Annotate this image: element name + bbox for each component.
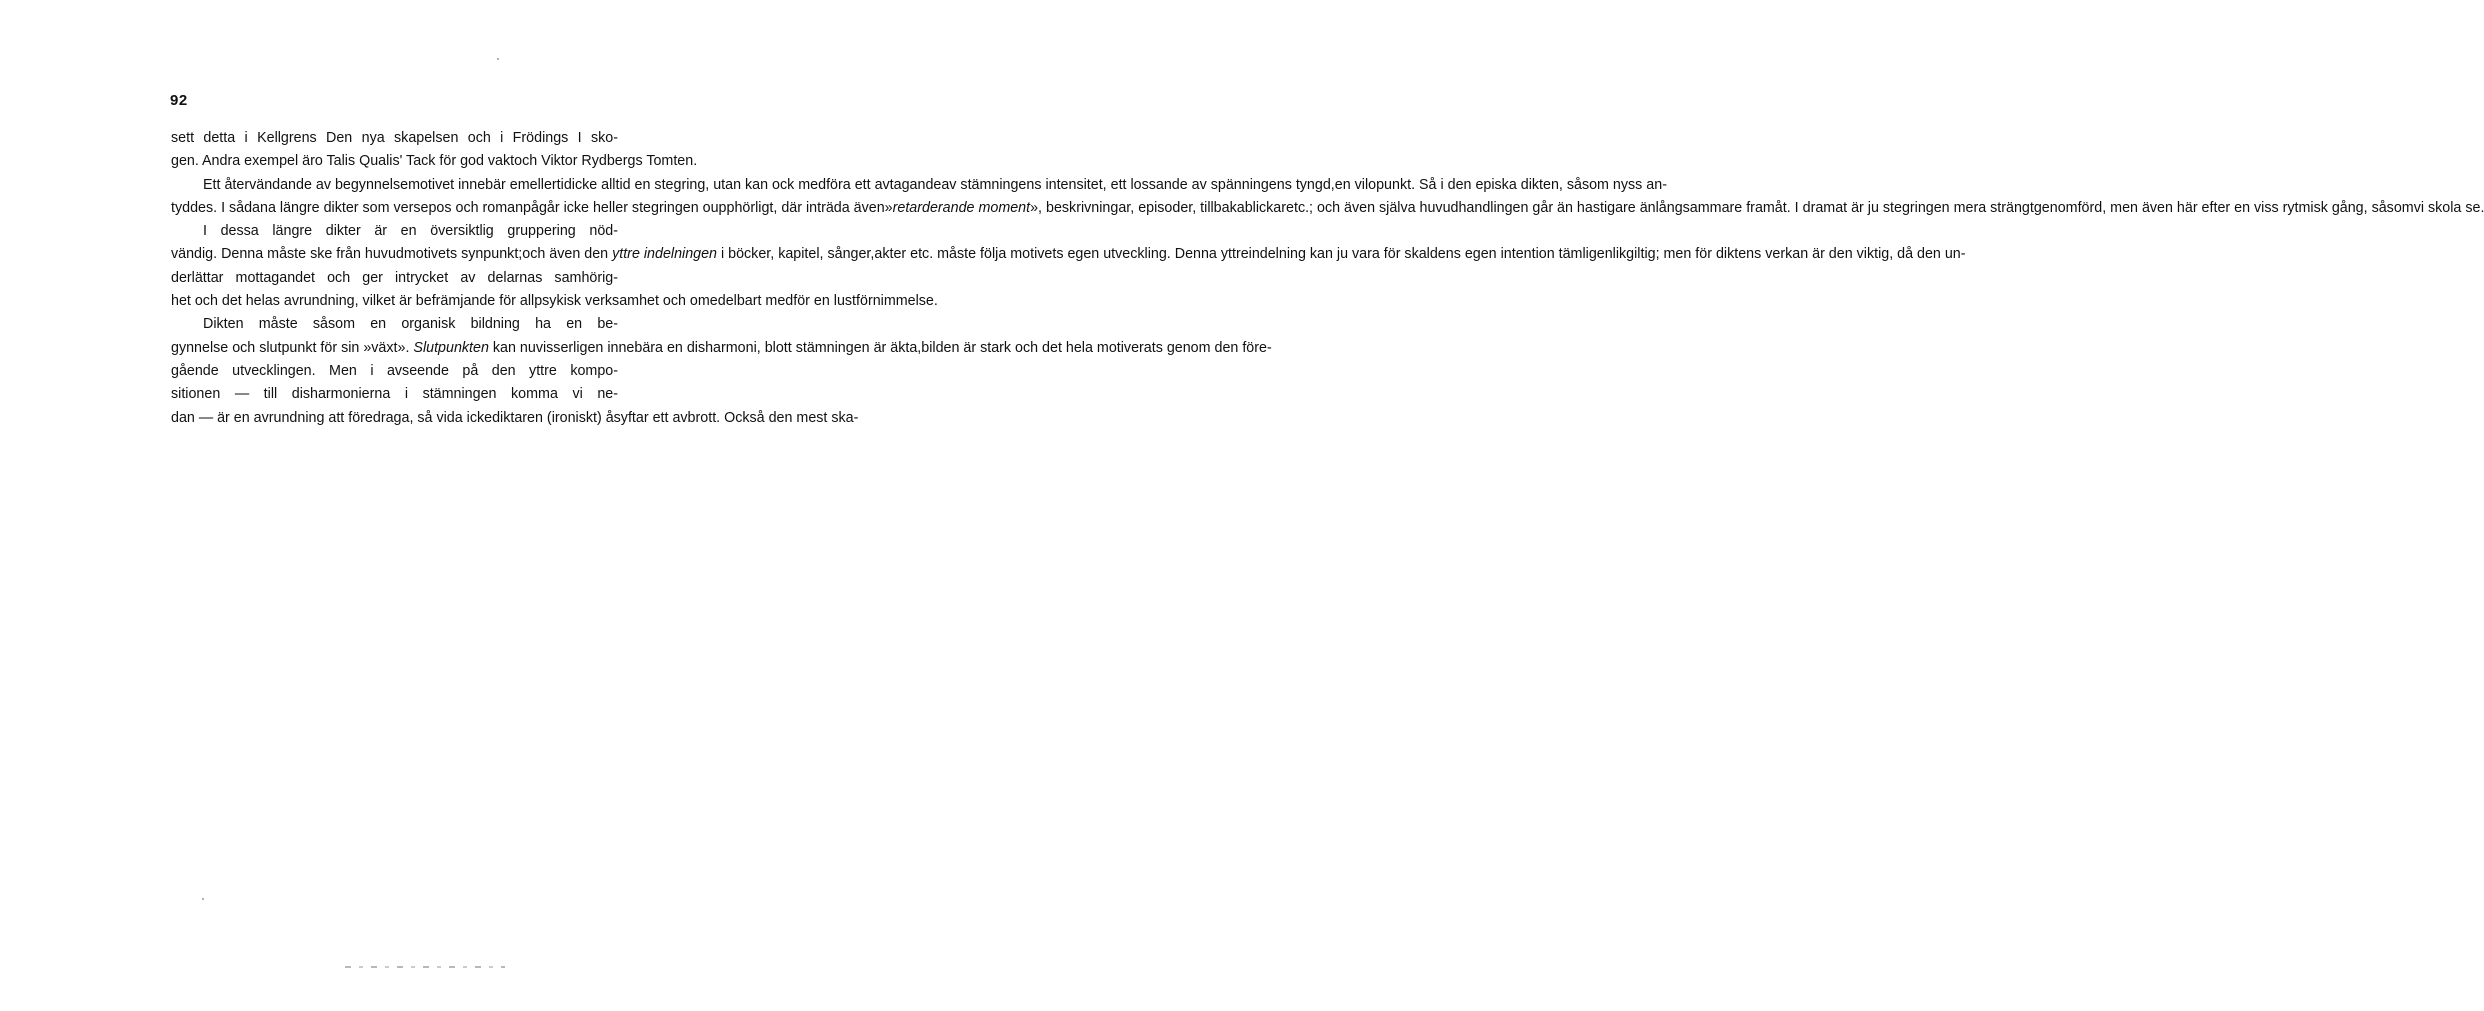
text-line: vi skola se.: [2413, 199, 2484, 216]
text-line: akter etc. måste följa motivets egen utveckling. Denna yttre: [874, 246, 1249, 263]
text-line: Dikten måste såsom en organisk bildning ha en be-: [203, 316, 618, 333]
text-line: etc.; och även själva huvudhandlingen går än hastigare än: [1286, 199, 1656, 216]
text-line: bilden är stark och det hela motiverats genom den före-: [921, 339, 1272, 356]
text-line: gående utvecklingen. Men i avseende på den yttre kompo-: [171, 362, 618, 379]
text-line: tyddes. I sådana längre dikter som versepos och roman: [171, 199, 524, 216]
scan-artifact-line: [345, 966, 505, 968]
text-line: »retarderande moment», beskrivningar, episoder, tillbakablickar: [884, 199, 1287, 216]
body-text: [171, 127, 2484, 430]
paragraph: [171, 220, 1966, 313]
text-line: I dessa längre dikter är en översiktlig gruppering nöd-: [203, 223, 618, 240]
text-line: pågår icke heller stegringen oupphörligt, där inträda även: [523, 199, 885, 216]
text-line: genomförd, men även här efter en viss rytmisk gång, såsom: [2033, 199, 2414, 216]
text-line: och även den yttre indelningen i böcker, kapitel, sånger,: [522, 246, 875, 263]
scan-speck: [202, 898, 204, 900]
text-line: psykisk verksamhet och omedelbart medför en lustförnimmelse.: [534, 293, 938, 310]
text-line: likgiltig; men för diktens verkan är den viktig, då den un-: [1612, 246, 1966, 263]
text-line: och Viktor Rydbergs Tomten.: [514, 153, 698, 170]
text-line: sitionen — till disharmonierna i stämningen komma vi ne-: [171, 386, 618, 403]
text-line: het och det helas avrundning, vilket är befrämjande för all: [171, 293, 535, 310]
text-line: diktaren (ironiskt) åsyftar ett avbrott. Också den mest ska-: [492, 409, 859, 426]
text-line: vändig. Denna måste ske från huvudmotivets synpunkt;: [171, 246, 523, 263]
paragraph: [171, 127, 698, 174]
text-line: sett detta i Kellgrens Den nya skapelsen och i Frödings I sko-: [171, 130, 618, 146]
page-number: 92: [170, 92, 188, 109]
text-line: Ett återvändande av begynnelsemotivet innebär emellertid: [203, 176, 572, 193]
text-line: icke alltid en stegring, utan kan ock medföra ett avtagande: [571, 176, 942, 193]
paragraph: [171, 174, 2484, 221]
text-line: derlättar mottagandet och ger intrycket av delarnas samhörig-: [171, 269, 618, 286]
text-line: indelning kan ju vara för skaldens egen intention tämligen: [1248, 246, 1613, 263]
scan-speck: [497, 58, 499, 60]
text-line: av stämningens intensitet, ett lossande av spänningens tyngd,: [941, 176, 1335, 193]
text-line: en vilopunkt. Så i den episka dikten, såsom nyss an-: [1334, 176, 1667, 193]
text-line: gen. Andra exempel äro Talis Qualis' Tack för god vakt: [171, 153, 515, 170]
text-line: visserligen innebära en disharmoni, blott stämningen är äkta,: [535, 339, 922, 356]
text-line: långsammare framåt. I dramat är ju stegringen mera strängt: [1655, 199, 2034, 216]
paragraph: [171, 313, 1272, 429]
text-line: gynnelse och slutpunkt för sin »växt». Slutpunkten kan nu: [171, 339, 536, 356]
text-line: dan — är en avrundning att föredraga, så vida icke: [171, 409, 493, 426]
